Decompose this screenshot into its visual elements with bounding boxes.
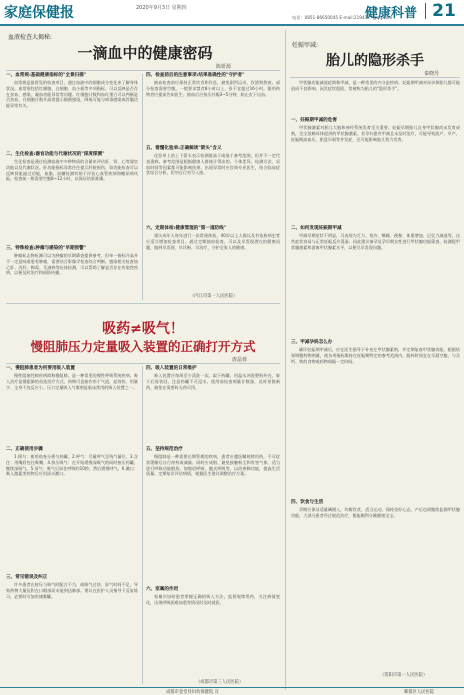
issue-date: 2020年9月3日 星期四	[136, 5, 187, 11]
section-heading: 三、甲减孕妈怎么办	[291, 340, 333, 345]
paragraph: 许多患者在按压与吸气时配合不当，或吸气过快、屏气时间不足，导致药物大量沉积在口咽部而未能到达肺部。建议在医护人员指导下反复练习，必要时可加用储雾罐。	[6, 582, 138, 599]
paragraph: 抽血检查前应保持正常饮食和作息，避免剧烈运动、饮酒和熬夜。部分检查需要空腹，一般要求禁食8小时以上，但不宜超过16小时。服用药物者应提前告知医生。抽血后应按压针眼3~5分钟，防止皮下出血。	[146, 80, 280, 97]
article2-kicker: 吸药≠吸气！	[102, 321, 184, 337]
bottom-credit-left: 成都市金堂县妇幼保健院 宣	[166, 690, 219, 695]
paragraph: 化验单上的上下箭头表示检测值高于或低于参考范围，但并不一定代表患病。参考范围是根据健康人群统计得出的，个体差异、检测方法、采血时间等因素都可能影响结果。出现异常时应咨询专业医生，结合临床症状综合分析，切勿自行对号入座。	[146, 153, 280, 176]
paragraph: 吸入装置应每周至少清洗一次。取下药罐，用温水冲洗塑料外壳，晾干后再装回。注意药罐不可浸水。使用前检查剂量计数器，及时更换新药，避免在需要时无药可用。	[146, 373, 280, 390]
paragraph: 确诊妊娠期甲减后，应在医生指导下补充左甲状腺素钠，并定期复查甲状腺功能，根据结果调整药物剂量，使各项指标维持在妊娠期特定的参考范围内。服药时间宜在早晨空腹，与含钙、铁的食物或药物间隔一定时间。	[291, 347, 460, 364]
newspaper-logo: 家庭保健报	[4, 5, 74, 21]
article1-title: 一滴血中的健康密码	[77, 44, 213, 62]
bottom-rule	[0, 687, 464, 688]
section-heading: 四、饮食与生活	[291, 500, 324, 505]
divider	[6, 303, 280, 304]
section-heading: 五、坚持规范治疗	[146, 447, 183, 452]
article1-author: 陈妍源	[216, 64, 232, 70]
section-heading: 四、吸入装置的日常维护	[146, 366, 197, 371]
section-heading: 五、看懂化验单:正确解读"箭头"含义	[146, 146, 222, 151]
column-divider	[142, 74, 143, 300]
section-heading: 二、如何发现妊娠期甲减	[291, 226, 342, 231]
article2-title: 慢阻肺压力定量吸入装置的正确打开方式	[30, 339, 256, 354]
article3-source: （资阳市第一人民医院）	[380, 673, 428, 678]
paragraph: 甲状腺激素对胎儿大脑和神经系统发育至关重要。妊娠早期胎儿自身甲状腺尚未发育成熟，完全依赖母体提供的甲状腺激素。若孕妇患有甲减且未及时治疗，可能导致流产、早产、妊娠期高血压、胎盘早剥等并发症，还可能影响胎儿智力发育。	[291, 125, 460, 142]
page-number: 21	[428, 1, 460, 21]
article1-source: （内江市第一人民医院）	[190, 294, 238, 299]
divider	[290, 77, 460, 78]
paragraph: 甲减早期症状不明显，可表现为乏力、怕冷、嗜睡、便秘、体重增加、记忆力减退等，这些症状容易与正常妊娠反应混淆。因此建议备孕及孕早期女性进行甲状腺功能筛查，检测促甲状腺激素和游离甲状腺素水平，以便尽早发现问题。	[291, 233, 460, 250]
article3-kicker: 妊娠甲减:	[292, 42, 319, 49]
paragraph: 家属应协助患者掌握正确的吸入方法，监督规律用药，关注病情变化，出现呼吸困难加重等情况时及时就医。	[146, 594, 280, 605]
paragraph: 慢阻肺是一种需要长期管理的疾病，患者应遵医嘱规律用药，不可症状缓解后自行停药或减量。同时应戒烟、避免接触粉尘和有害气体，适当进行呼吸功能锻炼，如缩唇呼吸、腹式呼吸等，以改善肺功能，提高生活质量。定期复诊评估病情，根据医生建议调整治疗方案。	[146, 454, 280, 477]
divider	[6, 363, 280, 364]
article3-title: 胎儿的隐形杀手	[326, 53, 424, 69]
section-name: 健康科普	[365, 6, 418, 21]
paragraph: 血常规是最常见的检查项目，通过血液中的细胞成分变化来了解身体状况。血常规包括红细胞、白细胞、血小板等多项指标，可以反映是否存在贫血、感染、凝血功能异常等问题。红细胞计数和血红蛋白可以判断是否贫血，白细胞计数升高常提示细菌感染，降低可能与病毒感染或骨髓功能异常有关。	[6, 80, 138, 109]
paragraph: 甲状腺功能减退症简称甲减，是一种常见的内分泌疾病。妊娠期甲减对母亲和胎儿都可能造成不良影响，因其症状隐匿，常被称为胎儿的"隐形杀手"。	[291, 80, 460, 91]
section-heading: 六、家属的作用	[146, 587, 179, 592]
section-heading: 二、正确使用步骤	[6, 447, 43, 452]
section-heading: 二、生化检查:器官功能与代谢状况的"深度探测"	[6, 152, 105, 157]
section-heading: 一、妊娠期甲减的危害	[291, 118, 337, 123]
section-heading: 一、血常规:基础健康指标的"全景扫描"	[6, 73, 87, 78]
section-heading: 三、常见错误及纠正	[6, 575, 48, 580]
paragraph: 生化检查是通过检测血液中多种物质的含量来评估肝、肾、心等器官功能以及代谢状况。肝功能指标异常往往提示肝脏损伤，肾功能检查可以反映肾脏滤过功能，血脂、血糖检测有助于评估心血管疾病和糖尿病风险。检查前一般需要空腹8~12小时，以保证结果准确。	[6, 159, 138, 182]
paragraph: 孕期应保证适量碘摄入，均衡饮食，适当运动，保持良好心态。产后也需继续监测甲状腺功能，大部分患者经过规范治疗，都能顺利分娩健康宝宝。	[291, 507, 460, 518]
article3-author: 秦晓丹	[424, 71, 440, 77]
page-column-divider	[285, 30, 286, 690]
column-divider	[142, 366, 143, 684]
paragraph: 1.摇匀：使用前充分摇匀药罐。2.呼气：尽量呼气至残气量位。3.含住：用嘴唇包住吸嘴。4.按压吸气：在开始缓慢深吸气的同时按压药罐，继续深吸气。5.屏气：吸气后屏住呼吸约10秒，然后缓慢呼气。6.漱口：吸入激素类药物后应用清水漱口。	[6, 454, 138, 477]
section-heading: 六、定期体检:健康管理的"第一道防线"	[146, 226, 227, 231]
contact-line: 电话：0851-86650045 E-mail:2194177@qq.com	[292, 15, 393, 20]
article1-kicker: 血液检查大揭秘:	[8, 34, 53, 41]
paragraph: 肿瘤标志物检测可以为肿瘤的早期筛查提供参考，但单一指标升高并不一定意味着患有肿瘤，需要结合影像学检查综合判断。感染相关检查如乙肝、丙肝、梅毒、艾滋病等抗体检测，可以帮助了解是否存在传染性疾病，以便及时治疗和预防传播。	[6, 253, 138, 276]
section-heading: 四、检查前后的注意事项:结果准确性的"守护者"	[146, 73, 245, 78]
paragraph: 慢性阻塞性肺疾病简称慢阻肺，是一种常见的慢性呼吸系统疾病。吸入治疗是慢阻肺的首选治疗方式，药物可直接作用于气道，起效快、用量少、全身不良反应小。压力定量吸入气雾剂是临床常用的吸入装置之一。	[6, 373, 138, 390]
section-heading: 一、慢阻肺患者为何要用吸入装置	[6, 366, 75, 371]
section-heading: 三、特殊检查:肿瘤与感染的"早期预警"	[6, 246, 87, 251]
paragraph: 建议成年人每年进行一次常规体检，40岁以上人群以及有家族病史者应适当增加检查项目。通过定期抽血检查，可以及早发现潜在的健康问题，做到早发现、早诊断、早治疗，守护全家人的健康。	[146, 233, 280, 250]
masthead-bar	[0, 0, 464, 26]
article2-source: （成都市第三人民医院）	[196, 680, 244, 685]
bottom-credit-right: 郫都区人民医院	[404, 690, 435, 695]
article2-author: 唐晶蓉	[232, 357, 248, 363]
divider	[6, 70, 280, 71]
